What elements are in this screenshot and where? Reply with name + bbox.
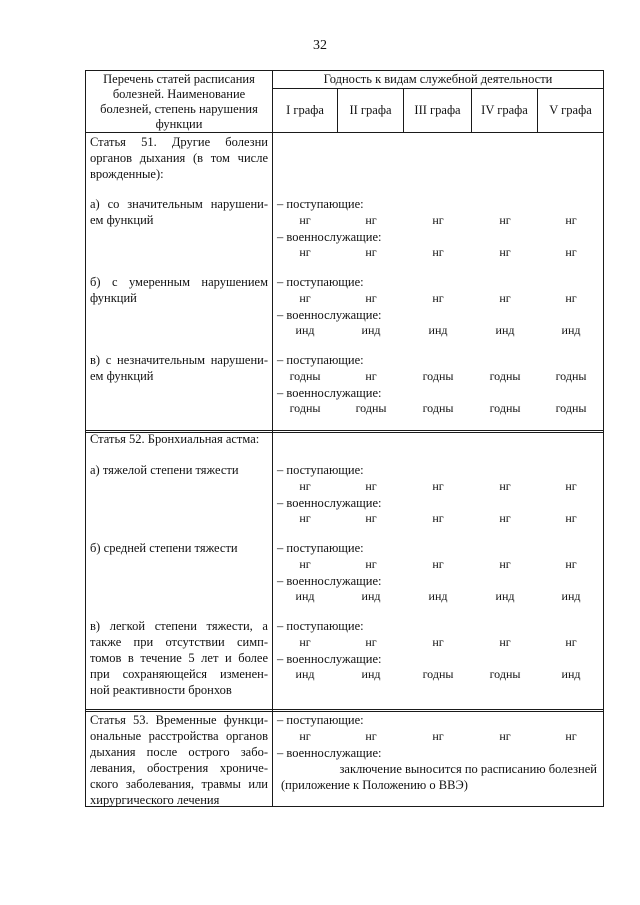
values-row xyxy=(273,369,600,385)
group-servicemen: – военнослужащие: xyxy=(277,308,382,322)
condition-label xyxy=(90,274,268,306)
values-row xyxy=(273,213,600,229)
value-cell: инд xyxy=(495,589,515,603)
article-title-line: Статья 53. Временные функци- xyxy=(90,713,268,727)
value-cell: инд xyxy=(295,589,315,603)
value-cell: нг xyxy=(365,479,377,493)
fitness-table xyxy=(85,70,604,807)
note xyxy=(277,761,601,793)
value-cell: нг xyxy=(432,557,444,571)
value-cell: годны xyxy=(555,401,587,415)
value-cell: нг xyxy=(565,557,577,571)
value-cell: годны xyxy=(422,667,454,681)
grafa-header: III графа xyxy=(414,103,461,117)
value-cell: нг xyxy=(499,635,511,649)
condition-label xyxy=(90,196,268,228)
value-cell: нг xyxy=(565,511,577,525)
value-cell: инд xyxy=(295,323,315,337)
article-title-line: дыхания после острого забо- xyxy=(90,745,268,759)
condition-line: ем функций xyxy=(90,213,154,227)
value-cell: инд xyxy=(361,589,381,603)
note-line: (приложение к Положению о ВВЭ) xyxy=(281,778,468,792)
grafa-header: IV графа xyxy=(481,103,528,117)
value-cell: нг xyxy=(365,213,377,227)
value-cell: годны xyxy=(489,369,521,383)
article-title xyxy=(90,712,268,808)
value-cell: нг xyxy=(499,729,511,743)
value-cell: нг xyxy=(499,557,511,571)
header-fitness-title: Годность к видам служебной деятельности xyxy=(323,72,553,86)
value-cell: нг xyxy=(299,511,311,525)
value-cell: нг xyxy=(565,479,577,493)
value-cell: нг xyxy=(365,245,377,259)
condition-line: функций xyxy=(90,291,137,305)
condition-line: ем функций xyxy=(90,369,154,383)
group-applicants: – поступающие: xyxy=(277,541,364,555)
group-servicemen: – военнослужащие: xyxy=(277,746,382,760)
value-cell: нг xyxy=(365,291,377,305)
value-cell: годны xyxy=(555,369,587,383)
column-divider xyxy=(272,70,273,807)
value-cell: нг xyxy=(565,729,577,743)
value-cell: инд xyxy=(561,667,581,681)
article-title-line: Статья 52. Бронхиальная астма: xyxy=(90,432,260,446)
value-cell: инд xyxy=(361,667,381,681)
value-cell: годны xyxy=(422,369,454,383)
grafa-header: V графа xyxy=(549,103,592,117)
value-cell: инд xyxy=(428,323,448,337)
table-border-right xyxy=(603,70,604,807)
value-cell: годны xyxy=(289,369,321,383)
condition-line: в) с незначительным нарушени- xyxy=(90,353,268,367)
value-cell: нг xyxy=(299,213,311,227)
condition-line: при сохраняющейся изменен- xyxy=(90,667,268,681)
value-cell: годны xyxy=(355,401,387,415)
group-applicants: – поступающие: xyxy=(277,619,364,633)
article-title-line: ональные расстройства органов xyxy=(90,729,268,743)
group-applicants: – поступающие: xyxy=(277,197,364,211)
condition-line: также при отсутствии симп- xyxy=(90,635,268,649)
condition-line: б) с умеренным нарушением xyxy=(90,275,268,289)
condition-line: томов в течение 5 лет и более xyxy=(90,651,268,665)
value-cell: нг xyxy=(432,511,444,525)
header-subrule xyxy=(272,88,604,89)
group-servicemen: – военнослужащие: xyxy=(277,230,382,244)
value-cell: нг xyxy=(299,557,311,571)
values-row xyxy=(273,589,600,605)
value-cell: нг xyxy=(565,635,577,649)
condition-label xyxy=(90,618,268,698)
condition-line: а) со значительным нарушени- xyxy=(90,197,268,211)
value-cell: инд xyxy=(561,323,581,337)
value-cell: нг xyxy=(299,635,311,649)
value-cell: нг xyxy=(565,213,577,227)
grafa-header: I графа xyxy=(286,103,324,117)
article-title xyxy=(90,431,268,447)
value-cell: годны xyxy=(489,401,521,415)
value-cell: нг xyxy=(499,245,511,259)
value-cell: нг xyxy=(499,213,511,227)
value-cell: нг xyxy=(499,291,511,305)
group-servicemen: – военнослужащие: xyxy=(277,496,382,510)
value-cell: инд xyxy=(561,589,581,603)
value-cell: нг xyxy=(432,213,444,227)
value-cell: нг xyxy=(299,479,311,493)
condition-label xyxy=(90,352,268,384)
value-cell: нг xyxy=(432,245,444,259)
values-row xyxy=(273,729,600,745)
value-cell: инд xyxy=(428,589,448,603)
value-cell: инд xyxy=(495,323,515,337)
header-col1-line: функции xyxy=(155,117,203,131)
values-row xyxy=(273,557,600,573)
header-col1-line: Перечень статей расписания xyxy=(103,72,255,86)
group-applicants: – поступающие: xyxy=(277,463,364,477)
value-cell: нг xyxy=(432,479,444,493)
article-divider xyxy=(85,709,604,710)
group-applicants: – поступающие: xyxy=(277,353,364,367)
value-cell: нг xyxy=(432,635,444,649)
article-title-line: врожденные): xyxy=(90,167,164,181)
value-cell: годны xyxy=(422,401,454,415)
header-bottom-rule xyxy=(85,132,604,133)
group-applicants: – поступающие: xyxy=(277,713,364,727)
value-cell: нг xyxy=(365,729,377,743)
condition-label xyxy=(90,462,268,478)
values-row xyxy=(273,479,600,495)
note-line: заключение выносится по расписанию болезней xyxy=(339,762,597,776)
group-applicants: – поступающие: xyxy=(277,275,364,289)
value-cell: нг xyxy=(365,635,377,649)
values-row xyxy=(273,245,600,261)
values-row xyxy=(273,635,600,651)
condition-line: ной реактивности бронхов xyxy=(90,683,232,697)
values-row xyxy=(273,401,600,417)
value-cell: нг xyxy=(499,479,511,493)
group-servicemen: – военнослужащие: xyxy=(277,574,382,588)
page-number: 32 xyxy=(313,38,327,53)
article-title-line: хирургического лечения xyxy=(90,793,220,807)
value-cell: нг xyxy=(432,729,444,743)
article-title-line: Статья 51. Другие болезни xyxy=(90,135,268,149)
value-cell: нг xyxy=(499,511,511,525)
condition-line: а) тяжелой степени тяжести xyxy=(90,463,239,477)
value-cell: инд xyxy=(361,323,381,337)
condition-line: в) легкой степени тяжести, а xyxy=(90,619,268,633)
value-cell: нг xyxy=(565,291,577,305)
values-row xyxy=(273,667,600,683)
value-cell: нг xyxy=(432,291,444,305)
value-cell: нг xyxy=(365,557,377,571)
header-col1-line: болезней, степень нарушения xyxy=(100,102,258,116)
value-cell: нг xyxy=(365,511,377,525)
group-servicemen: – военнослужащие: xyxy=(277,652,382,666)
values-row xyxy=(273,291,600,307)
header-col1-line: болезней. Наименование xyxy=(112,87,246,101)
group-servicemen: – военнослужащие: xyxy=(277,386,382,400)
grafa-header: II графа xyxy=(349,103,392,117)
condition-label xyxy=(90,540,268,556)
table-border-left xyxy=(85,70,86,807)
value-cell: инд xyxy=(295,667,315,681)
article-title-line: ского заболевания, травмы или xyxy=(90,777,268,791)
value-cell: годны xyxy=(289,401,321,415)
values-row xyxy=(273,511,600,527)
value-cell: годны xyxy=(489,667,521,681)
article-title-line: левания, обострения хрониче- xyxy=(90,761,268,775)
condition-line: б) средней степени тяжести xyxy=(90,541,238,555)
value-cell: нг xyxy=(565,245,577,259)
value-cell: нг xyxy=(299,291,311,305)
article-title-line: органов дыхания (в том числе xyxy=(90,151,268,165)
values-row xyxy=(273,323,600,339)
value-cell: нг xyxy=(299,245,311,259)
article-title xyxy=(90,134,268,182)
value-cell: нг xyxy=(365,369,377,383)
value-cell: нг xyxy=(299,729,311,743)
